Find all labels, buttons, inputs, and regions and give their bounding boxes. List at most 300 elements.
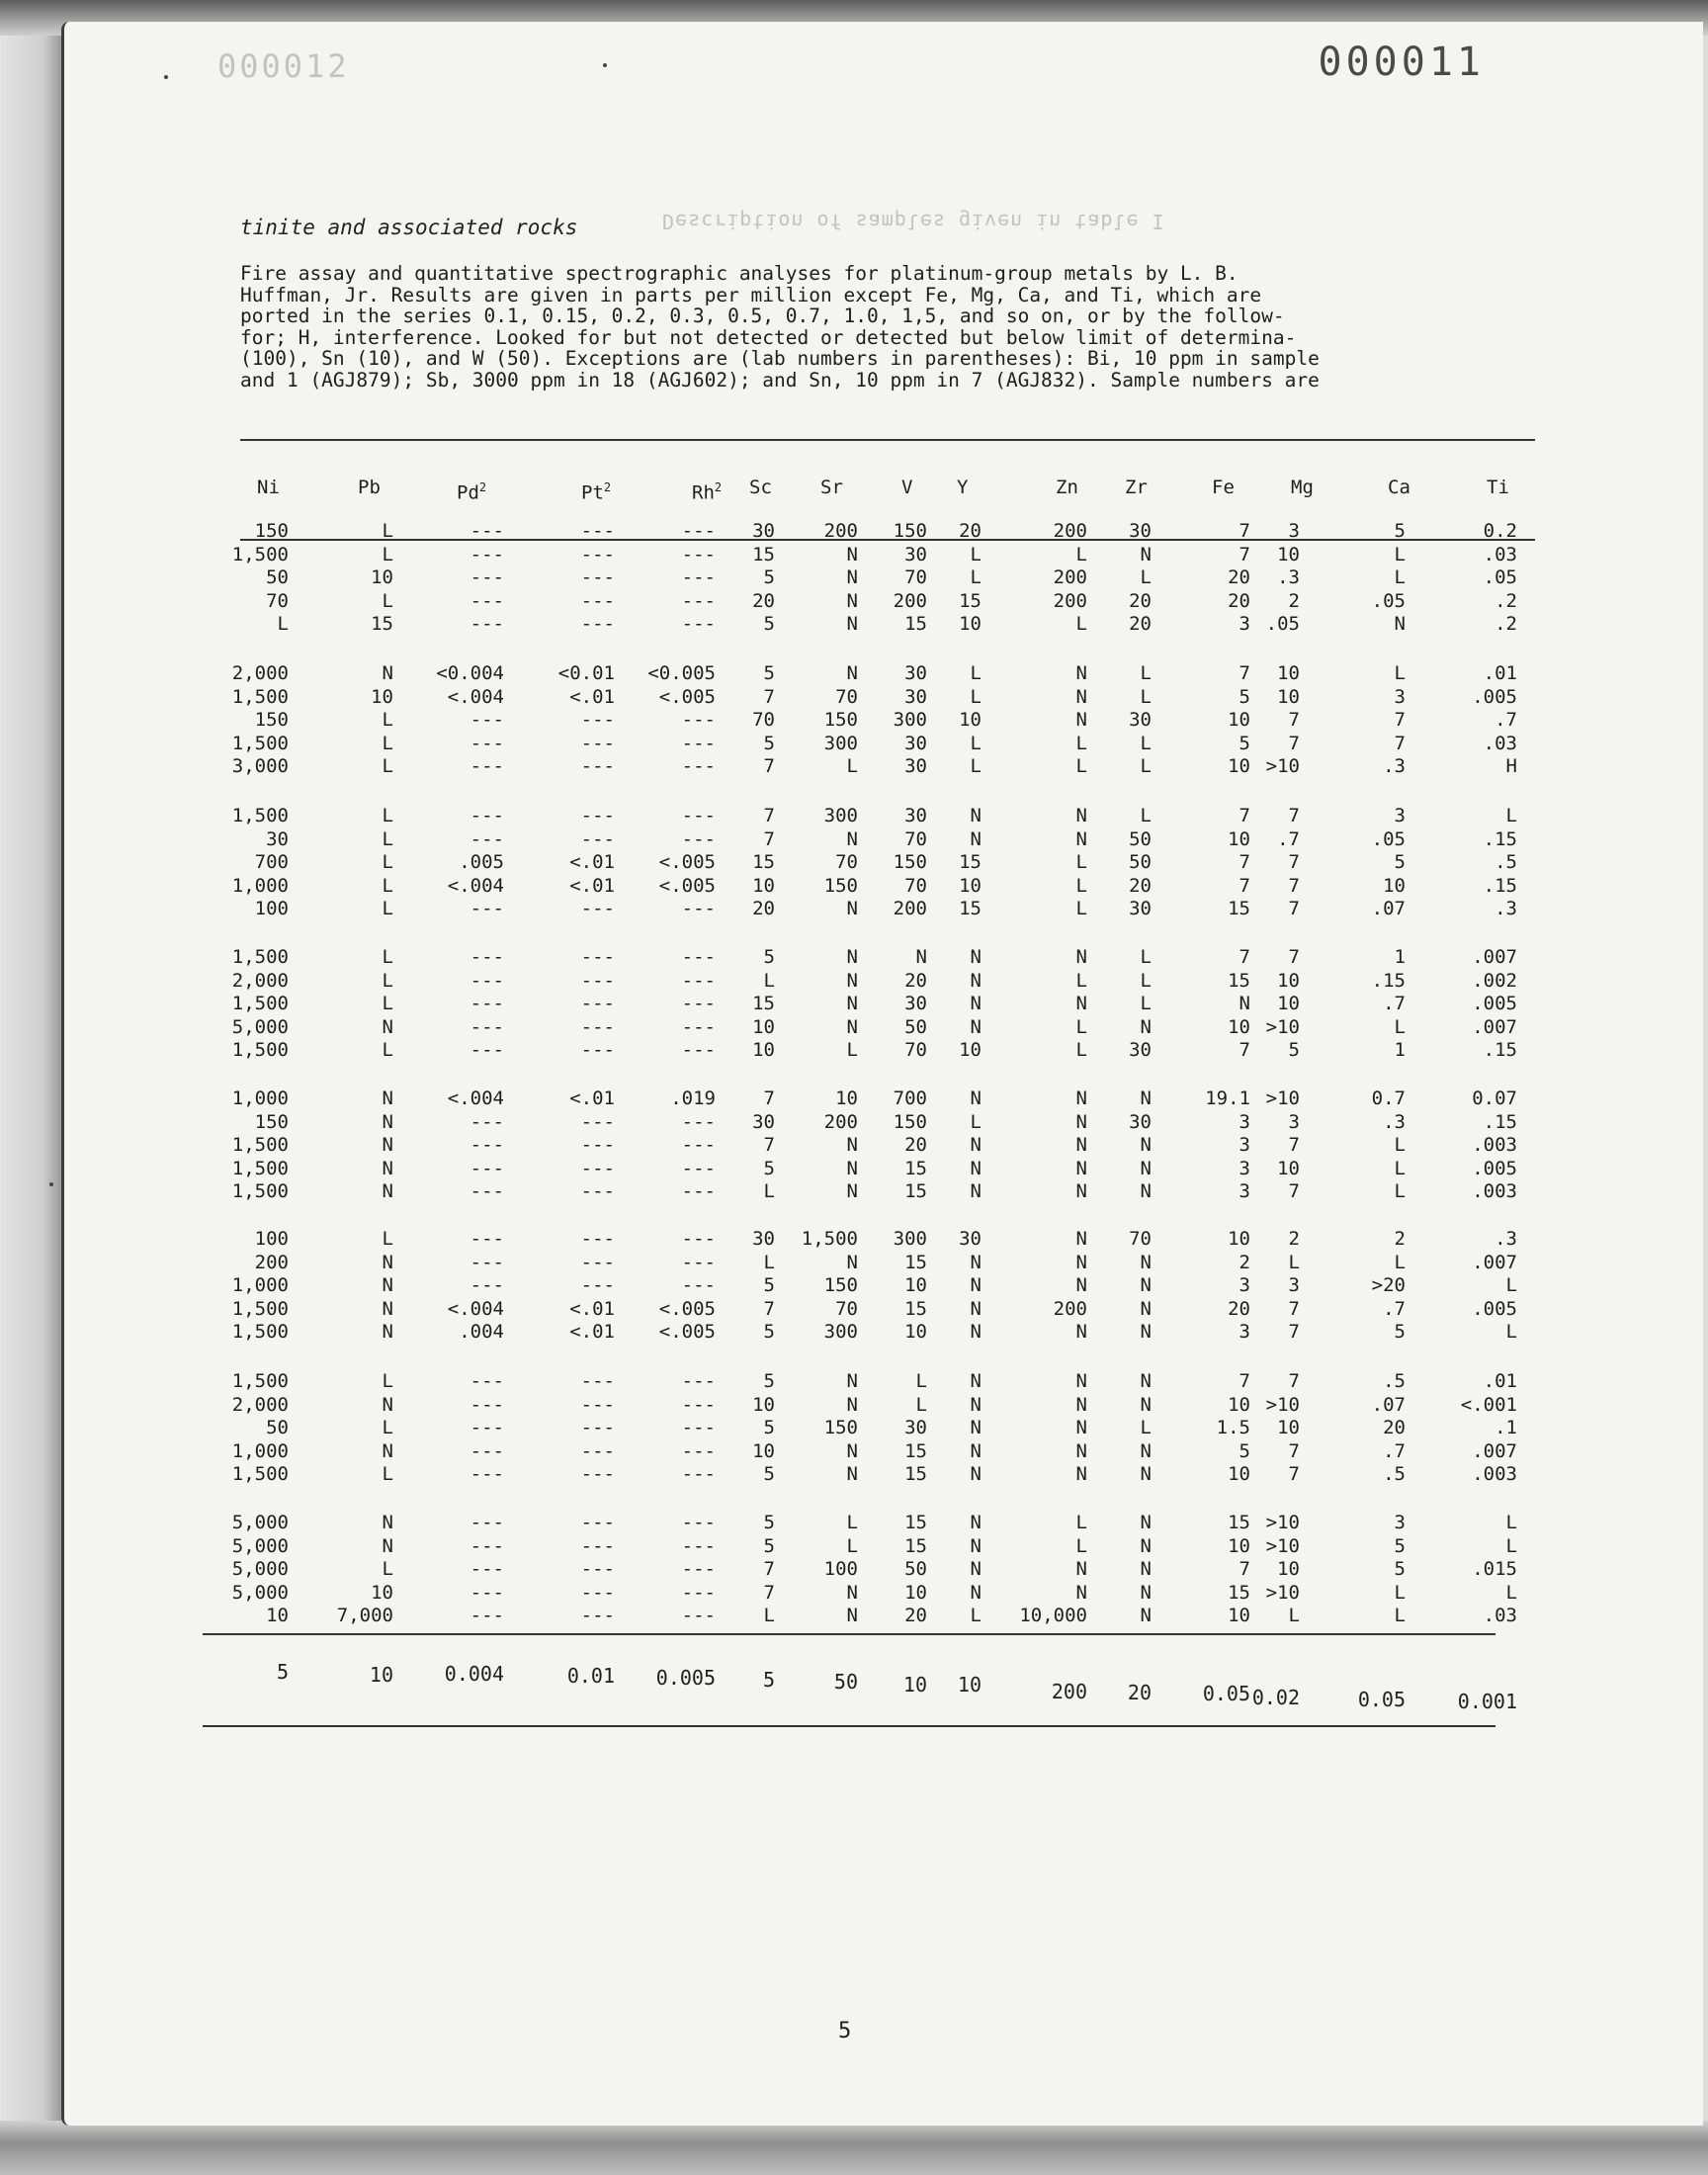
- table-cell-v: 20: [904, 1605, 927, 1627]
- table-cell-mg: L: [1288, 1605, 1300, 1627]
- table-cell-sr: N: [846, 566, 858, 589]
- table-cell-v: 15: [904, 1180, 927, 1203]
- table-cell-zn: N: [1075, 662, 1087, 684]
- table-cell-sr: 300: [823, 732, 858, 754]
- table-cell-zn: L: [1075, 1512, 1087, 1533]
- table-cell-mg: 10: [1277, 993, 1300, 1015]
- table-cell-fe: 7: [1238, 946, 1250, 968]
- table-cell-v: 70: [904, 566, 927, 589]
- table-cell-ca: L: [1394, 1157, 1406, 1179]
- table-cell-sr: 200: [823, 1110, 858, 1133]
- intro-line: for; H, interference. Looked for but not detected or detected but below limit of determina-: [240, 325, 1297, 349]
- table-cell-sr: N: [846, 898, 858, 920]
- table-cell-y: 20: [959, 520, 982, 542]
- table-cell-ti: .01: [1483, 662, 1517, 684]
- table-cell-rh: ---: [681, 1605, 716, 1627]
- table-cell-pt: ---: [580, 732, 615, 754]
- table-cell-pd: <.004: [447, 685, 504, 708]
- table-cell-fe: 1.5: [1216, 1417, 1250, 1439]
- table-cell-fe: 7: [1238, 662, 1250, 684]
- table-cell-ca: .3: [1383, 1110, 1406, 1133]
- table-cell-mg: 10: [1277, 1417, 1300, 1439]
- table-cell-ca: L: [1394, 1180, 1406, 1203]
- table-cell-pt: ---: [580, 1015, 615, 1038]
- scan-edge-bottom: [0, 2121, 1708, 2175]
- table-cell-pt: ---: [580, 1110, 615, 1133]
- table-cell-sc: 70: [752, 709, 775, 732]
- table-cell-zr: N: [1140, 1439, 1152, 1462]
- table-cell-ni: 1,500: [231, 732, 289, 754]
- column-header-rh: Rh$^2$: [692, 480, 723, 504]
- table-cell-pt: ---: [580, 1512, 615, 1533]
- table-cell-pt: ---: [580, 946, 615, 968]
- limit-cell-y: 10: [957, 1673, 982, 1696]
- table-cell-zr: N: [1140, 1274, 1152, 1297]
- table-cell-zr: 30: [1129, 520, 1152, 542]
- table-cell-pd: ---: [470, 898, 504, 920]
- table-cell-sc: L: [763, 1180, 775, 1203]
- table-cell-zr: N: [1140, 1134, 1152, 1157]
- table-cell-sc: 10: [752, 874, 775, 897]
- table-cell-pt: ---: [580, 1581, 615, 1604]
- table-cell-mg: 7: [1288, 1180, 1300, 1203]
- limit-cell-sc: 5: [762, 1668, 775, 1692]
- table-cell-y: 30: [959, 1228, 982, 1250]
- table-cell-ti: .005: [1472, 1157, 1517, 1179]
- table-cell-sc: 10: [752, 1039, 775, 1062]
- table-cell-zn: N: [1075, 1110, 1087, 1133]
- table-cell-zr: N: [1140, 1463, 1152, 1486]
- table-cell-ca: .7: [1383, 993, 1406, 1015]
- table-cell-sc: 5: [763, 1417, 775, 1439]
- table-cell-zn: 200: [1053, 566, 1087, 589]
- table-bottom-rule: [203, 1725, 1495, 1727]
- table-cell-pt: ---: [580, 1274, 615, 1297]
- table-cell-zr: N: [1140, 1297, 1152, 1320]
- table-cell-zn: N: [1075, 1274, 1087, 1297]
- table-cell-rh: ---: [681, 566, 716, 589]
- intro-paragraph: [240, 263, 1545, 391]
- table-cell-mg: 2: [1288, 1228, 1300, 1250]
- table-cell-zr: N: [1140, 1581, 1152, 1604]
- table-cell-y: 10: [959, 709, 982, 732]
- table-cell-v: 10: [904, 1321, 927, 1344]
- table-cell-zn: N: [1075, 1088, 1087, 1109]
- table-cell-sr: N: [846, 1439, 858, 1462]
- limit-cell-fe: 0.05: [1202, 1682, 1250, 1705]
- table-cell-fe: 10: [1228, 1605, 1250, 1627]
- table-cell-rh: ---: [681, 1228, 716, 1250]
- table-cell-fe: 3: [1238, 1180, 1250, 1203]
- table-cell-mg: L: [1288, 1251, 1300, 1273]
- table-cell-mg: 7: [1288, 1439, 1300, 1462]
- table-cell-v: 700: [893, 1088, 927, 1109]
- column-header-mg: Mg: [1291, 477, 1314, 498]
- table-cell-ti: .2: [1494, 589, 1517, 612]
- table-cell-sr: 150: [823, 1274, 858, 1297]
- table-cell-sr: 70: [835, 685, 858, 708]
- table-cell-sc: 10: [752, 1393, 775, 1416]
- table-cell-ca: 1: [1394, 1039, 1406, 1062]
- table-cell-v: L: [915, 1370, 927, 1392]
- table-cell-ni: 5,000: [231, 1534, 289, 1557]
- table-cell-fe: 7: [1238, 543, 1250, 566]
- column-header-ti: Ti: [1487, 477, 1509, 498]
- table-cell-y: N: [970, 1417, 982, 1439]
- table-cell-pb: N: [382, 1393, 393, 1416]
- table-cell-pd: ---: [470, 1605, 504, 1627]
- limit-cell-pt: 0.01: [566, 1664, 615, 1688]
- table-cell-zr: N: [1140, 1370, 1152, 1392]
- table-cell-mg: 7: [1288, 805, 1300, 826]
- table-cell-ca: L: [1394, 1015, 1406, 1038]
- table-cell-pd: ---: [470, 566, 504, 589]
- table-cell-pb: N: [382, 1534, 393, 1557]
- table-cell-fe: 7: [1238, 851, 1250, 874]
- table-cell-pd: ---: [470, 732, 504, 754]
- table-cell-sr: N: [846, 1157, 858, 1179]
- table-cell-zr: 30: [1129, 898, 1152, 920]
- table-cell-y: 10: [959, 874, 982, 897]
- table-cell-sr: N: [846, 1015, 858, 1038]
- limit-cell-ca: 0.05: [1357, 1688, 1406, 1711]
- table-cell-v: 30: [904, 755, 927, 778]
- table-cell-zn: N: [1075, 946, 1087, 968]
- table-cell-v: 50: [904, 1015, 927, 1038]
- table-cell-sc: 7: [763, 1297, 775, 1320]
- table-cell-ni: 1,000: [231, 1274, 289, 1297]
- table-cell-ni: 5,000: [231, 1512, 289, 1533]
- table-cell-sr: 150: [823, 709, 858, 732]
- table-cell-ca: .7: [1383, 1297, 1406, 1320]
- table-cell-zr: L: [1140, 685, 1152, 708]
- table-cell-y: L: [970, 685, 982, 708]
- table-cell-y: N: [970, 1180, 982, 1203]
- table-cell-pb: L: [382, 1463, 393, 1486]
- intro-line: (100), Sn (10), and W (50). Exceptions are (lab numbers in parentheses): Bi, 10 ppm in sample: [240, 347, 1320, 370]
- table-cell-ti: H: [1505, 755, 1517, 778]
- table-cell-pb: L: [382, 851, 393, 874]
- table-cell-ca: 5: [1394, 1558, 1406, 1581]
- table-cell-y: L: [970, 543, 982, 566]
- table-cell-zr: N: [1140, 543, 1152, 566]
- table-cell-sc: 5: [763, 1274, 775, 1297]
- table-cell-ni: 10: [266, 1605, 289, 1627]
- table-cell-ni: 1,500: [231, 1180, 289, 1203]
- table-cell-pt: ---: [580, 1251, 615, 1273]
- table-cell-ni: 100: [254, 1228, 289, 1250]
- table-cell-pb: L: [382, 969, 393, 992]
- table-cell-pt: ---: [580, 589, 615, 612]
- table-cell-ca: .5: [1383, 1370, 1406, 1392]
- table-cell-y: N: [970, 1581, 982, 1604]
- table-cell-y: N: [970, 1134, 982, 1157]
- table-cell-ti: .05: [1483, 566, 1517, 589]
- table-cell-sr: 1,500: [801, 1228, 858, 1250]
- table-cell-ni: 150: [254, 520, 289, 542]
- table-cell-pb: N: [382, 1015, 393, 1038]
- table-cell-y: N: [970, 1370, 982, 1392]
- column-header-zr: Zr: [1125, 477, 1148, 498]
- bleed-through-heading: Description of samples given in table I: [662, 210, 1165, 233]
- table-cell-pb: L: [382, 755, 393, 778]
- table-cell-rh: ---: [681, 1015, 716, 1038]
- table-cell-pt: ---: [580, 1370, 615, 1392]
- table-cell-fe: 15: [1228, 1581, 1250, 1604]
- table-cell-v: 70: [904, 874, 927, 897]
- table-cell-pb: L: [382, 1228, 393, 1250]
- table-cell-ca: L: [1394, 1251, 1406, 1273]
- table-cell-ni: 50: [266, 1417, 289, 1439]
- table-cell-pt: ---: [580, 827, 615, 850]
- table-cell-pb: N: [382, 1251, 393, 1273]
- table-cell-sr: 70: [835, 1297, 858, 1320]
- table-cell-sr: N: [846, 993, 858, 1015]
- table-cell-pt: ---: [580, 1039, 615, 1062]
- table-cell-sr: N: [846, 589, 858, 612]
- column-header-pb: Pb: [358, 477, 381, 498]
- table-cell-ni: 5,000: [231, 1015, 289, 1038]
- table-cell-sr: L: [846, 1039, 858, 1062]
- table-cell-ti: .007: [1472, 1439, 1517, 1462]
- table-cell-pt: ---: [580, 1393, 615, 1416]
- table-cell-fe: 15: [1228, 898, 1250, 920]
- table-cell-ni: 1,500: [231, 1134, 289, 1157]
- table-cell-pb: N: [382, 1134, 393, 1157]
- table-cell-ti: .2: [1494, 613, 1517, 636]
- table-cell-zr: L: [1140, 969, 1152, 992]
- table-cell-ti: L: [1505, 1512, 1517, 1533]
- table-cell-fe: 5: [1238, 732, 1250, 754]
- table-cell-ni: 1,500: [231, 946, 289, 968]
- table-cell-zr: L: [1140, 1417, 1152, 1439]
- table-cell-sc: 5: [763, 1157, 775, 1179]
- table-cell-zr: 70: [1129, 1228, 1152, 1250]
- table-cell-fe: 20: [1228, 566, 1250, 589]
- scan-speck: [49, 1182, 53, 1186]
- table-cell-fe: 7: [1238, 874, 1250, 897]
- table-cell-ca: 7: [1394, 709, 1406, 732]
- table-cell-ti: 0.2: [1483, 520, 1517, 542]
- table-cell-ti: .15: [1483, 1110, 1517, 1133]
- table-cell-zr: 20: [1129, 874, 1152, 897]
- table-cell-zn: L: [1075, 755, 1087, 778]
- limit-cell-pb: 10: [369, 1663, 393, 1687]
- table-cell-pt: ---: [580, 1228, 615, 1250]
- table-cell-pd: ---: [470, 755, 504, 778]
- table-cell-sr: N: [846, 946, 858, 968]
- table-cell-fe: 20: [1228, 1297, 1250, 1320]
- table-cell-sc: 5: [763, 1370, 775, 1392]
- table-cell-ni: 1,500: [231, 993, 289, 1015]
- limit-cell-sr: 50: [833, 1670, 858, 1694]
- table-cell-pd: ---: [470, 1228, 504, 1250]
- table-cell-v: 20: [904, 1134, 927, 1157]
- table-cell-mg: 7: [1288, 1321, 1300, 1344]
- table-cell-pt: ---: [580, 969, 615, 992]
- table-cell-ca: 5: [1394, 1534, 1406, 1557]
- table-cell-pb: L: [382, 827, 393, 850]
- table-cell-sr: N: [846, 543, 858, 566]
- table-cell-pt: <0.01: [557, 662, 615, 684]
- table-cell-zn: N: [1075, 1370, 1087, 1392]
- table-cell-ni: 50: [266, 566, 289, 589]
- table-cell-zn: L: [1075, 969, 1087, 992]
- table-cell-zr: L: [1140, 993, 1152, 1015]
- table-cell-pb: N: [382, 662, 393, 684]
- table-cell-sc: 20: [752, 589, 775, 612]
- table-cell-sc: 7: [763, 1134, 775, 1157]
- table-cell-ni: 100: [254, 898, 289, 920]
- table-cell-pt: ---: [580, 566, 615, 589]
- table-cell-sc: 5: [763, 1534, 775, 1557]
- table-cell-pt: ---: [580, 1605, 615, 1627]
- table-cell-ti: .005: [1472, 993, 1517, 1015]
- table-cell-sc: 15: [752, 543, 775, 566]
- table-cell-sr: N: [846, 1134, 858, 1157]
- table-cell-ca: .07: [1371, 898, 1406, 920]
- table-cell-fe: 10: [1228, 755, 1250, 778]
- table-cell-v: 200: [893, 898, 927, 920]
- column-header-pt: Pt$^2$: [581, 480, 612, 504]
- table-cell-rh: ---: [681, 1558, 716, 1581]
- table-cell-v: 50: [904, 1558, 927, 1581]
- table-cell-zr: 30: [1129, 709, 1152, 732]
- table-cell-rh: ---: [681, 613, 716, 636]
- table-cell-ti: .03: [1483, 543, 1517, 566]
- table-cell-zn: N: [1075, 1134, 1087, 1157]
- table-cell-ca: 0.7: [1371, 1088, 1406, 1109]
- table-cell-y: N: [970, 1393, 982, 1416]
- table-cell-ni: 5,000: [231, 1558, 289, 1581]
- table-cell-pb: N: [382, 1512, 393, 1533]
- table-cell-ca: L: [1394, 566, 1406, 589]
- table-cell-sc: 30: [752, 1110, 775, 1133]
- table-cell-ti: L: [1505, 1274, 1517, 1297]
- table-cell-zr: L: [1140, 732, 1152, 754]
- table-cell-sr: N: [846, 1180, 858, 1203]
- table-cell-ti: .15: [1483, 1039, 1517, 1062]
- table-cell-sc: 7: [763, 1581, 775, 1604]
- table-cell-mg: >10: [1265, 1015, 1300, 1038]
- limit-cell-ni: 5: [276, 1660, 289, 1684]
- table-cell-ti: <.001: [1460, 1393, 1517, 1416]
- table-cell-y: N: [970, 1274, 982, 1297]
- table-cell-mg: 7: [1288, 1297, 1300, 1320]
- table-cell-rh: ---: [681, 1439, 716, 1462]
- table-cell-pb: 10: [371, 1581, 393, 1604]
- table-cell-ti: .003: [1472, 1134, 1517, 1157]
- table-cell-rh: ---: [681, 1463, 716, 1486]
- table-cell-v: N: [915, 946, 927, 968]
- table-cell-sr: N: [846, 1463, 858, 1486]
- table-cell-sc: 30: [752, 1228, 775, 1250]
- column-header-y: Y: [957, 477, 969, 498]
- scan-speck: [603, 63, 607, 67]
- table-cell-ni: 1,500: [231, 1039, 289, 1062]
- table-cell-ni: 1,500: [231, 1370, 289, 1392]
- table-cell-sc: 30: [752, 520, 775, 542]
- table-cell-zr: N: [1140, 1393, 1152, 1416]
- table-cell-v: 30: [904, 1417, 927, 1439]
- table-cell-v: 30: [904, 685, 927, 708]
- table-cell-v: 15: [904, 1463, 927, 1486]
- table-cell-zr: L: [1140, 662, 1152, 684]
- table-cell-sr: 150: [823, 874, 858, 897]
- limit-cell-pd: 0.004: [444, 1662, 504, 1686]
- table-cell-zn: L: [1075, 1015, 1087, 1038]
- table-cell-sr: N: [846, 613, 858, 636]
- table-cell-ca: 3: [1394, 1512, 1406, 1533]
- table-cell-rh: <.005: [658, 874, 716, 897]
- table-cell-ti: .7: [1494, 709, 1517, 732]
- table-cell-rh: <.005: [658, 1297, 716, 1320]
- table-cell-ca: 3: [1394, 805, 1406, 826]
- table-cell-ca: 5: [1394, 520, 1406, 542]
- table-cell-zn: N: [1075, 1228, 1087, 1250]
- table-cell-pd: ---: [470, 613, 504, 636]
- table-cell-ni: 1,000: [231, 874, 289, 897]
- table-cell-rh: ---: [681, 1039, 716, 1062]
- table-cell-ni: 150: [254, 1110, 289, 1133]
- table-cell-zr: L: [1140, 946, 1152, 968]
- table-cell-fe: 7: [1238, 1370, 1250, 1392]
- table-cell-sc: 7: [763, 755, 775, 778]
- table-cell-pb: N: [382, 1439, 393, 1462]
- table-cell-pb: N: [382, 1297, 393, 1320]
- table-cell-rh: ---: [681, 589, 716, 612]
- table-cell-sr: L: [846, 1534, 858, 1557]
- table-cell-ti: .3: [1494, 898, 1517, 920]
- table-cell-rh: <.005: [658, 1321, 716, 1344]
- table-cell-v: 200: [893, 589, 927, 612]
- intro-line: ported in the series 0.1, 0.15, 0.2, 0.3, 0.5, 0.7, 1.0, 1,5, and so on, or by the follow-: [240, 304, 1285, 327]
- table-cell-pd: ---: [470, 993, 504, 1015]
- table-cell-pb: 15: [371, 613, 393, 636]
- table-cell-zr: N: [1140, 1534, 1152, 1557]
- table-cell-pb: L: [382, 946, 393, 968]
- table-cell-ni: 1,500: [231, 1321, 289, 1344]
- table-cell-fe: 5: [1238, 1439, 1250, 1462]
- table-cell-y: L: [970, 732, 982, 754]
- table-cell-pb: L: [382, 1039, 393, 1062]
- table-cell-pt: ---: [580, 1534, 615, 1557]
- table-cell-zn: L: [1075, 1039, 1087, 1062]
- table-cell-fe: 15: [1228, 969, 1250, 992]
- table-cell-rh: ---: [681, 1274, 716, 1297]
- table-cell-sc: 7: [763, 805, 775, 826]
- table-cell-pd: ---: [470, 520, 504, 542]
- table-cell-ti: .15: [1483, 827, 1517, 850]
- page-id: 000011: [1318, 40, 1485, 85]
- table-cell-ti: .007: [1472, 1015, 1517, 1038]
- table-cell-rh: ---: [681, 543, 716, 566]
- table-cell-fe: 10: [1228, 827, 1250, 850]
- table-cell-ti: .002: [1472, 969, 1517, 992]
- table-cell-pd: <.004: [447, 1088, 504, 1109]
- table-cell-ca: 7: [1394, 732, 1406, 754]
- intro-line: Fire assay and quantitative spectrographic analyses for platinum-group metals by L. B.: [240, 262, 1238, 285]
- table-cell-ca: >20: [1371, 1274, 1406, 1297]
- table-cell-pb: L: [382, 1558, 393, 1581]
- table-cell-sc: 10: [752, 1015, 775, 1038]
- table-cell-pd: <.004: [447, 1297, 504, 1320]
- table-cell-pd: ---: [470, 1180, 504, 1203]
- table-cell-rh: ---: [681, 1134, 716, 1157]
- table-cell-rh: ---: [681, 1180, 716, 1203]
- table-cell-ca: .15: [1371, 969, 1406, 992]
- table-cell-pd: ---: [470, 709, 504, 732]
